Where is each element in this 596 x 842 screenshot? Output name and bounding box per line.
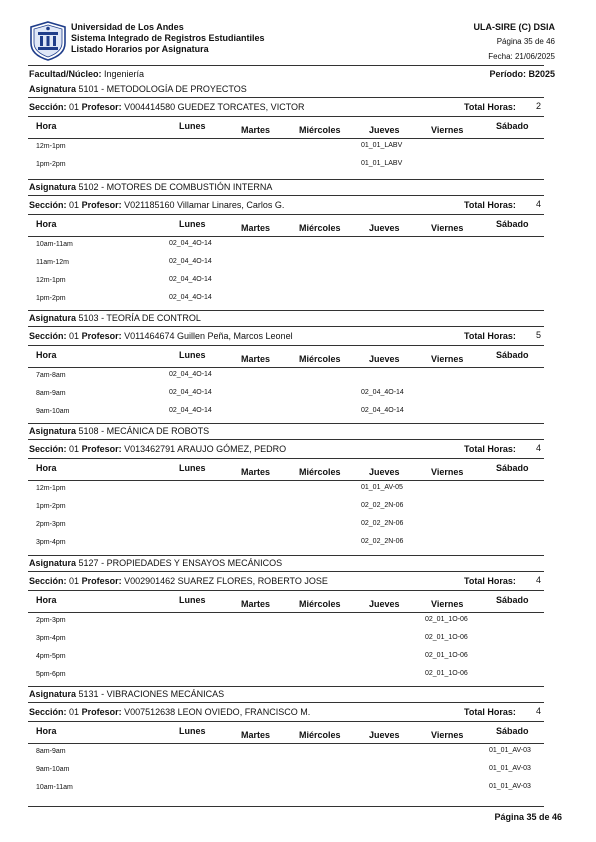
column-header: Hora xyxy=(36,595,57,605)
total-hours xyxy=(464,102,516,112)
profesor-label: Profesor: xyxy=(81,576,122,586)
section-line xyxy=(29,444,286,454)
seccion-label: Sección: xyxy=(29,444,67,454)
column-header: Lunes xyxy=(179,595,206,605)
hora-cell: 1pm-2pm xyxy=(36,161,66,168)
asignatura-label: Asignatura xyxy=(29,313,77,323)
hora-cell: 2pm-3pm xyxy=(36,617,66,624)
divider xyxy=(28,571,544,572)
section-number: 01 xyxy=(69,200,80,210)
hora-cell: 5pm-6pm xyxy=(36,671,66,678)
column-header: Martes xyxy=(241,599,271,609)
divider xyxy=(28,97,544,98)
section-line xyxy=(29,200,284,210)
total-label: Total Horas: xyxy=(464,331,516,341)
column-header: Jueves xyxy=(369,467,400,477)
hora-cell: 9am-10am xyxy=(36,766,70,773)
profesor-label: Profesor: xyxy=(81,331,122,341)
divider xyxy=(28,702,544,703)
column-header: Lunes xyxy=(179,121,206,131)
schedule-cell: 02_04_4O-14 xyxy=(169,258,212,265)
hora-cell: 12m-1pm xyxy=(36,277,66,284)
asignatura-label: Asignatura xyxy=(29,84,77,94)
divider xyxy=(28,310,544,311)
column-header: Miércoles xyxy=(299,354,341,364)
column-header: Sábado xyxy=(496,463,529,473)
section-number: 01 xyxy=(69,444,80,454)
total-hours xyxy=(464,200,516,210)
column-header: Viernes xyxy=(431,467,464,477)
column-header: Jueves xyxy=(369,354,400,364)
total-hours-value: 4 xyxy=(535,706,541,716)
schedule-cell: 02_04_4O-14 xyxy=(169,389,212,396)
schedule-cell: 02_04_4O-14 xyxy=(169,371,212,378)
column-header: Jueves xyxy=(369,599,400,609)
column-header: Miércoles xyxy=(299,599,341,609)
seccion-label: Sección: xyxy=(29,102,67,112)
course-code: 5103 xyxy=(78,313,99,323)
page-number: Página 35 de 46 xyxy=(496,37,555,46)
professor-name: GUEDEZ TORCATES, VICTOR xyxy=(177,102,305,112)
schedule-cell: 02_04_4O-14 xyxy=(169,294,212,301)
column-header: Lunes xyxy=(179,350,206,360)
divider xyxy=(28,345,544,346)
column-header: Martes xyxy=(241,223,271,233)
course-title xyxy=(29,182,272,192)
schedule-cell: 02_02_2N-06 xyxy=(361,520,404,527)
course-name: - TEORÍA DE CONTROL xyxy=(101,313,201,323)
course-code: 5101 xyxy=(78,84,99,94)
hora-cell: 12m-1pm xyxy=(36,485,66,492)
course-code: 5108 xyxy=(78,426,99,436)
professor-name: Guillen Peña, Marcos Leonel xyxy=(177,331,293,341)
column-header: Viernes xyxy=(431,599,464,609)
course-title xyxy=(29,84,247,94)
faculty-line xyxy=(29,69,144,79)
university-name: Universidad de Los Andes xyxy=(71,22,184,32)
column-header: Miércoles xyxy=(299,467,341,477)
column-header: Jueves xyxy=(369,730,400,740)
column-header: Hora xyxy=(36,350,57,360)
divider xyxy=(28,721,544,722)
divider xyxy=(28,195,544,196)
column-header: Viernes xyxy=(431,223,464,233)
total-label: Total Horas: xyxy=(464,200,516,210)
schedule-cell: 01_01_AV-03 xyxy=(489,747,531,754)
schedule-cell: 02_02_2N-06 xyxy=(361,502,404,509)
divider xyxy=(28,612,544,613)
professor-id: V007512638 xyxy=(124,707,176,717)
course-code: 5131 xyxy=(78,689,99,699)
schedule-cell: 01_01_AV-03 xyxy=(489,765,531,772)
column-header: Jueves xyxy=(369,223,400,233)
column-header: Miércoles xyxy=(299,223,341,233)
footer-page-number: Página 35 de 46 xyxy=(494,812,562,822)
total-hours-value: 5 xyxy=(535,330,541,340)
schedule-cell: 01_01_LABV xyxy=(361,160,403,167)
divider xyxy=(28,214,544,215)
column-header: Hora xyxy=(36,463,57,473)
profesor-label: Profesor: xyxy=(81,102,122,112)
total-hours xyxy=(464,444,516,454)
hora-cell: 1pm-2pm xyxy=(36,503,66,510)
column-header: Hora xyxy=(36,726,57,736)
hora-cell: 3pm-4pm xyxy=(36,635,66,642)
column-header: Martes xyxy=(241,125,271,135)
section-line xyxy=(29,102,305,112)
profesor-label: Profesor: xyxy=(81,707,122,717)
hora-cell: 2pm-3pm xyxy=(36,521,66,528)
seccion-label: Sección: xyxy=(29,200,67,210)
total-hours xyxy=(464,331,516,341)
divider xyxy=(28,179,544,180)
column-header: Lunes xyxy=(179,219,206,229)
section-number: 01 xyxy=(69,576,80,586)
column-header: Miércoles xyxy=(299,730,341,740)
app-name: ULA-SIRE (C) DSIA xyxy=(473,22,555,32)
schedule-cell: 02_02_2N-06 xyxy=(361,538,404,545)
hora-cell: 10am-11am xyxy=(36,784,73,791)
total-hours xyxy=(464,707,516,717)
column-header: Hora xyxy=(36,219,57,229)
column-header: Lunes xyxy=(179,463,206,473)
divider xyxy=(28,743,544,744)
professor-id: V011464674 xyxy=(124,331,175,341)
course-title xyxy=(29,558,282,568)
schedule-cell: 02_04_4O-14 xyxy=(361,407,404,414)
hora-cell: 11am-12m xyxy=(36,259,69,266)
hora-cell: 9am-10am xyxy=(36,408,70,415)
professor-id: V004414580 xyxy=(124,102,176,112)
divider xyxy=(28,439,544,440)
asignatura-label: Asignatura xyxy=(29,182,77,192)
professor-id: V013462791 xyxy=(124,444,176,454)
hora-cell: 7am-8am xyxy=(36,372,66,379)
hora-cell: 8am-9am xyxy=(36,748,66,755)
divider xyxy=(28,236,544,237)
schedule-cell: 02_01_1O-06 xyxy=(425,652,468,659)
profesor-label: Profesor: xyxy=(81,200,122,210)
professor-name: Villamar Linares, Carlos G. xyxy=(177,200,285,210)
column-header: Viernes xyxy=(431,354,464,364)
divider xyxy=(28,367,544,368)
schedule-cell: 02_04_4O-14 xyxy=(361,389,404,396)
university-seal-icon xyxy=(29,21,67,61)
asignatura-label: Asignatura xyxy=(29,689,77,699)
professor-id: V021185160 xyxy=(124,200,175,210)
section-line xyxy=(29,331,293,341)
divider xyxy=(28,555,544,556)
schedule-cell: 01_01_LABV xyxy=(361,142,403,149)
professor-name: SUAREZ FLORES, ROBERTO JOSE xyxy=(177,576,328,586)
period: Período: B2025 xyxy=(489,69,555,79)
divider xyxy=(28,326,544,327)
column-header: Sábado xyxy=(496,350,529,360)
total-label: Total Horas: xyxy=(464,102,516,112)
report-date: Fecha: 21/06/2025 xyxy=(488,52,555,61)
column-header: Viernes xyxy=(431,730,464,740)
profesor-label: Profesor: xyxy=(81,444,122,454)
divider xyxy=(28,458,544,459)
column-header: Sábado xyxy=(496,595,529,605)
divider xyxy=(28,480,544,481)
column-header: Martes xyxy=(241,354,271,364)
total-label: Total Horas: xyxy=(464,707,516,717)
faculty-label: Facultad/Núcleo: xyxy=(29,69,102,79)
course-code: 5102 xyxy=(78,182,99,192)
hora-cell: 1pm-2pm xyxy=(36,295,66,302)
hora-cell: 8am-9am xyxy=(36,390,66,397)
asignatura-label: Asignatura xyxy=(29,558,77,568)
professor-name: ARAUJO GÓMEZ, PEDRO xyxy=(177,444,287,454)
seccion-label: Sección: xyxy=(29,331,67,341)
seccion-label: Sección: xyxy=(29,576,67,586)
course-code: 5127 xyxy=(78,558,99,568)
section-number: 01 xyxy=(69,102,80,112)
total-hours-value: 4 xyxy=(535,199,541,209)
schedule-cell: 02_04_4O-14 xyxy=(169,407,212,414)
column-header: Jueves xyxy=(369,125,400,135)
divider xyxy=(28,423,544,424)
column-header: Martes xyxy=(241,730,271,740)
professor-id: V002901462 xyxy=(124,576,176,586)
column-header: Sábado xyxy=(496,219,529,229)
section-number: 01 xyxy=(69,331,80,341)
course-name: - MOTORES DE COMBUSTIÓN INTERNA xyxy=(101,182,273,192)
schedule-cell: 02_04_4O-14 xyxy=(169,276,212,283)
total-label: Total Horas: xyxy=(464,444,516,454)
schedule-cell: 02_01_1O-06 xyxy=(425,670,468,677)
divider xyxy=(28,138,544,139)
total-hours-value: 4 xyxy=(535,443,541,453)
course-name: - METODOLOGÍA DE PROYECTOS xyxy=(101,84,247,94)
divider xyxy=(28,686,544,687)
course-title xyxy=(29,313,201,323)
total-label: Total Horas: xyxy=(464,576,516,586)
total-hours xyxy=(464,576,516,586)
column-header: Hora xyxy=(36,121,57,131)
column-header: Sábado xyxy=(496,726,529,736)
schedule-cell: 02_04_4O-14 xyxy=(169,240,212,247)
faculty-value: Ingeniería xyxy=(104,69,145,79)
course-name: - VIBRACIONES MECÁNICAS xyxy=(101,689,225,699)
report-title: Listado Horarios por Asignatura xyxy=(71,44,209,54)
course-title xyxy=(29,426,209,436)
divider xyxy=(28,590,544,591)
course-title xyxy=(29,689,224,699)
hora-cell: 10am-11am xyxy=(36,241,73,248)
course-name: - MECÁNICA DE ROBOTS xyxy=(101,426,210,436)
schedule-cell: 01_01_AV-05 xyxy=(361,484,403,491)
section-line xyxy=(29,576,328,586)
system-name: Sistema Integrado de Registros Estudiantiles xyxy=(71,33,265,43)
total-hours-value: 2 xyxy=(535,101,541,111)
schedule-cell: 02_01_1O-06 xyxy=(425,616,468,623)
seccion-label: Sección: xyxy=(29,707,67,717)
column-header: Lunes xyxy=(179,726,206,736)
column-header: Martes xyxy=(241,467,271,477)
schedule-cell: 02_01_1O-06 xyxy=(425,634,468,641)
column-header: Sábado xyxy=(496,121,529,131)
schedule-cell: 01_01_AV-03 xyxy=(489,783,531,790)
total-hours-value: 4 xyxy=(535,575,541,585)
column-header: Viernes xyxy=(431,125,464,135)
professor-name: LEON OVIEDO, FRANCISCO M. xyxy=(177,707,311,717)
section-line xyxy=(29,707,310,717)
column-header: Miércoles xyxy=(299,125,341,135)
asignatura-label: Asignatura xyxy=(29,426,77,436)
hora-cell: 12m-1pm xyxy=(36,143,66,150)
hora-cell: 4pm-5pm xyxy=(36,653,66,660)
divider xyxy=(28,116,544,117)
hora-cell: 3pm-4pm xyxy=(36,539,66,546)
course-name: - PROPIEDADES Y ENSAYOS MECÁNICOS xyxy=(101,558,283,568)
section-number: 01 xyxy=(69,707,80,717)
